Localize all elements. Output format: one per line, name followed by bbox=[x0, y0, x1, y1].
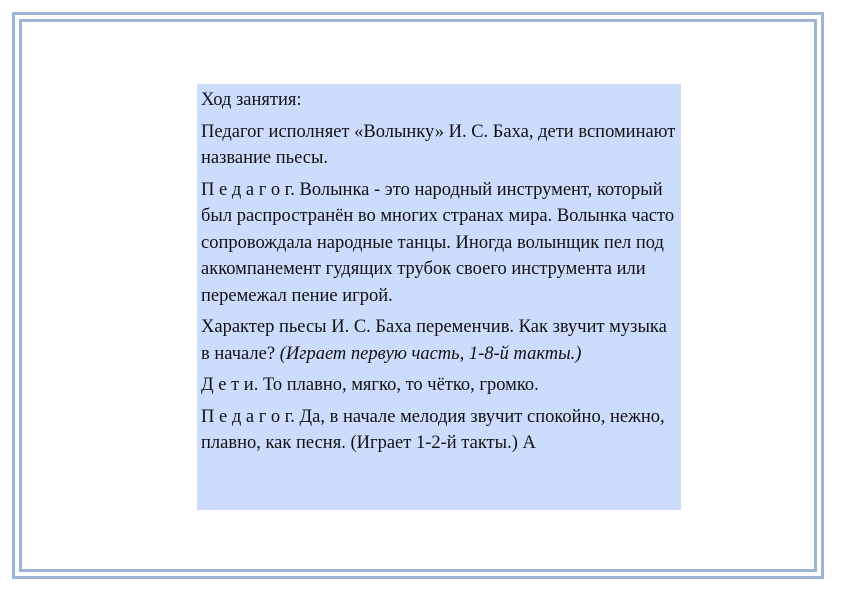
speaker-teacher-2: П е д а г о г. bbox=[201, 406, 295, 427]
paragraph-children-text: То плавно, мягко, то чётко, громко. bbox=[258, 375, 539, 395]
paragraph-intro bbox=[201, 119, 678, 172]
paragraph-character-text: Характер пьесы И. С. Баха переменчив. Как звучит музыка в начале? bbox=[201, 317, 667, 364]
paragraph-teacher-1-text: Волынка - это народный инструмент, который был распространён во многих странах мира. Волынка часто сопровождала народные танцы. Иногда волынщик пел под аккомпанемент гудящих трубок своего инструмента или перемежал пение игрой. bbox=[201, 179, 675, 306]
lesson-text-box bbox=[197, 84, 681, 510]
lesson-heading-text: Ход занятия: bbox=[201, 90, 302, 110]
paragraph-character bbox=[201, 314, 678, 367]
paragraph-intro-text: Педагог исполняет «Волынку» И. С. Баха, дети вспоминают название пьесы. bbox=[201, 121, 676, 168]
speaker-teacher-1: П е д а г о г. bbox=[201, 179, 295, 200]
paragraph-teacher-2-text: Да, в начале мелодия звучит спокойно, нежно, плавно, как песня. (Играет 1-2-й такты.) А bbox=[201, 406, 665, 453]
lesson-heading bbox=[201, 87, 678, 114]
speaker-children: Д е т и. bbox=[201, 375, 259, 395]
paragraph-character-remark: (Играет первую часть, 1-8-й такты.) bbox=[279, 343, 582, 364]
paragraph-teacher-2 bbox=[201, 404, 678, 457]
paragraph-teacher-1 bbox=[201, 177, 678, 310]
paragraph-children bbox=[201, 372, 678, 399]
